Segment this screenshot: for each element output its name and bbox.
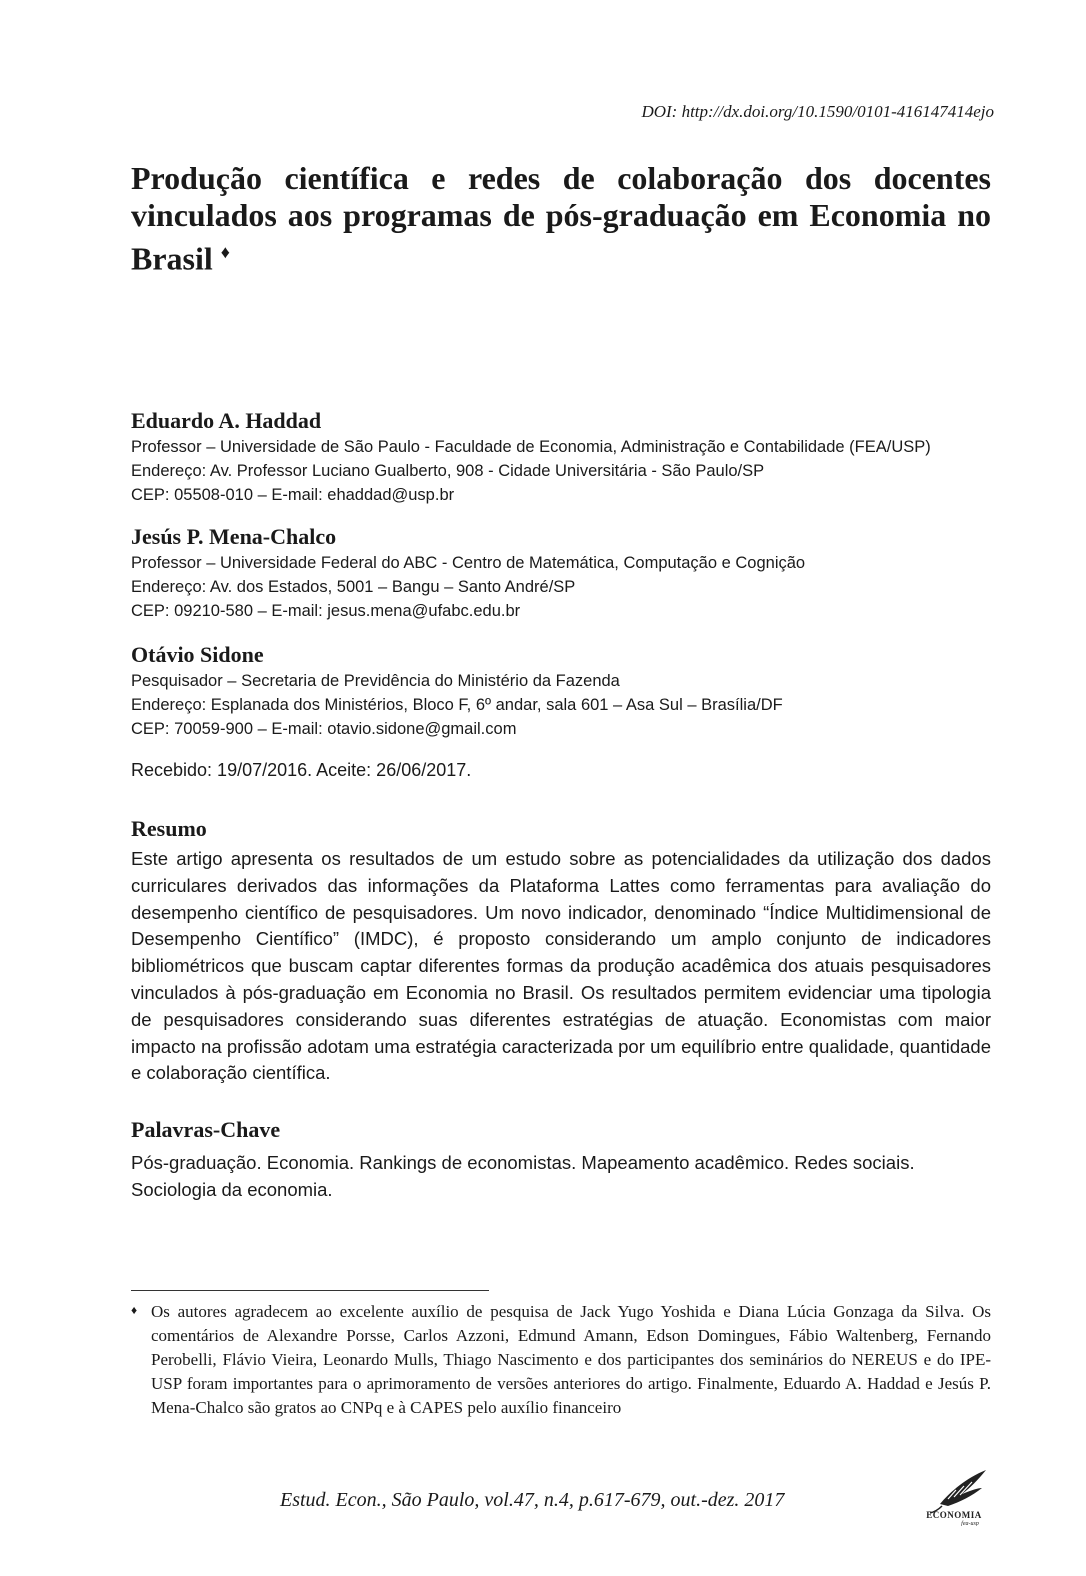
author-block: [131, 407, 1001, 507]
author-contact: CEP: 09210-580 – E-mail: jesus.mena@ufabc.edu.br: [131, 602, 521, 620]
author-name: Eduardo A. Haddad: [131, 408, 322, 433]
author-contact: CEP: 05508-010 – E-mail: ehaddad@usp.br: [131, 486, 455, 504]
keywords-text: Pós-graduação. Economia. Rankings de economistas. Mapeamento acadêmico. Redes sociais. Sociologia da economia.: [131, 1152, 915, 1200]
author-address: Endereço: Esplanada dos Ministérios, Bloco F, 6º andar, sala 601 – Asa Sul – Brasília/DF: [131, 696, 783, 714]
abstract-text: Este artigo apresenta os resultados de um estudo sobre as potencialidades da utilização dos dados curriculares derivados das informações da Plataforma Lattes como ferramentas para avaliação do desempenho científico de pesquisadores. Um novo indicador, denominado “Índice Multidimensional de Desempenho Científico” (IMDC), é proposto considerando um amplo conjunto de indicadores bibliométricos que buscam captar diferentes formas da produção acadêmica dos atuais pesquisadores vinculados à pós-graduação em Economia no Brasil. Os resultados permitem evidenciar uma tipologia de pesquisadores considerando suas diferentes estratégias de atuação. Economistas com maior impacto na profissão adotam uma estratégia caracterizada por um equilíbrio entre qualidade, quantidade e colaboração científica.: [131, 848, 991, 1084]
author-name: Otávio Sidone: [131, 642, 264, 667]
footnote: [131, 1300, 991, 1420]
author-name: Jesús P. Mena-Chalco: [131, 524, 337, 549]
keywords-heading: Palavras-Chave: [131, 1117, 281, 1142]
paper-title: [131, 160, 991, 278]
journal-citation: Estud. Econ., São Paulo, vol.47, n.4, p.617-679, out.-dez. 2017: [280, 1489, 785, 1511]
abstract-heading: Resumo: [131, 816, 207, 841]
author-address: Endereço: Av. dos Estados, 5001 – Bangu – Santo André/SP: [131, 578, 576, 596]
logo-subtext: fea-usp: [961, 1521, 979, 1526]
author-address: Endereço: Av. Professor Luciano Gualberto, 908 - Cidade Universitária - São Paulo/SP: [131, 462, 765, 480]
footnote-divider: [131, 1290, 489, 1291]
author-affiliation: Pesquisador – Secretaria de Previdência do Ministério da Fazenda: [131, 672, 620, 690]
received-accepted-dates: Recebido: 19/07/2016. Aceite: 26/06/2017.: [131, 760, 472, 780]
doi-link[interactable]: DOI: http://dx.doi.org/10.1590/0101-416147414ejo: [641, 102, 994, 121]
feather-quill-icon: [918, 1466, 994, 1526]
footnote-text: Os autores agradecem ao excelente auxílio de pesquisa de Jack Yugo Yoshida e Diana Lúcia Gonzaga da Silva. Os comentários de Alexandre Porsse, Carlos Azzoni, Edmund Amann, Edson Domingues, Fábio Waltenberg, Fernando Perobelli, Flávio Vieira, Leonardo Mulls, Thiago Nascimento e dos participantes dos seminários do NEREUS e do IPE-USP foram importantes para o aprimoramento de versões anteriores do artigo. Finalmente, Eduardo A. Haddad e Jesús P. Mena-Chalco são gratos ao CNPq e à CAPES pelo auxílio financeiro: [151, 1302, 991, 1417]
author-contact: CEP: 70059-900 – E-mail: otavio.sidone@gmail.com: [131, 720, 517, 738]
footnote-marker: ♦: [131, 1303, 138, 1317]
author-block: [131, 523, 1001, 623]
paper-title-text: Produção científica e redes de colaboração dos docentes vinculados aos programas de pós-graduação em Economia no Brasil: [131, 160, 991, 277]
author-block: [131, 641, 1001, 741]
logo-text: ECONOMIA: [926, 1510, 982, 1520]
author-affiliation: Professor – Universidade Federal do ABC - Centro de Matemática, Computação e Cognição: [131, 554, 806, 572]
author-affiliation: Professor – Universidade de São Paulo - Faculdade de Economia, Administração e Contabilidade (FEA/USP): [131, 438, 931, 456]
title-footnote-marker[interactable]: ♦: [220, 242, 230, 262]
journal-logo: [918, 1466, 994, 1526]
